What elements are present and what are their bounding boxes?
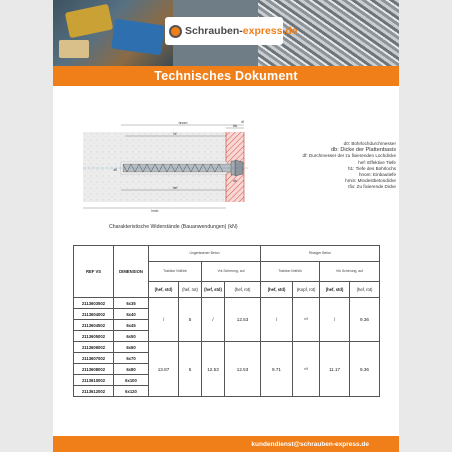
logo-accent: express.de (242, 25, 298, 37)
hef-header: (hef, std) (261, 282, 293, 298)
dim-cell: 6x120 (114, 386, 149, 397)
ref-cell: 2113604502 (74, 320, 114, 331)
value-cell: / (320, 298, 350, 342)
d0-label: d0 (113, 168, 117, 172)
tfix-label: tfix (232, 124, 238, 128)
value-cell: 13.87 (149, 342, 179, 397)
logo-main: Schrauben- (185, 25, 243, 37)
logo-icon (169, 25, 182, 38)
col-dim-header: DIMENSION (114, 246, 149, 298)
header-banner (53, 0, 399, 66)
dim-cell: 6x100 (114, 375, 149, 386)
value-cell: 12.53 (225, 298, 261, 342)
db-label: db (233, 179, 237, 183)
value-cell: 12.53 (225, 342, 261, 397)
dim-cell: 6x35 (114, 298, 149, 309)
df-label: df (241, 120, 244, 124)
logo (165, 17, 298, 45)
value-cell: 5 (179, 342, 202, 397)
dim-cell: 6x80 (114, 364, 149, 375)
hef-header: (hef, std) (202, 282, 225, 298)
dim-cell: 6x60 (114, 342, 149, 353)
legend-item: df: Durchmesser der zu fixierenden Lochdicke (302, 153, 396, 159)
group-uncracked: Ungerissener Beton (149, 246, 261, 262)
value-cell: / (149, 298, 179, 342)
value-cell: 9.71 (261, 342, 293, 397)
ref-cell: 2113612002 (74, 386, 114, 397)
ref-cell: 2113608002 (74, 364, 114, 375)
col-ref-header: REF VS (74, 246, 114, 298)
hf-label: hf (173, 132, 177, 136)
value-cell: n/f (293, 298, 320, 342)
title-bar (53, 66, 399, 86)
page-title: Technisches Dokument (154, 69, 298, 83)
tools-photo (53, 0, 173, 66)
hef-header: (hef, rot) (179, 282, 202, 298)
sub-shear-1: Vrk Scherung, auf (202, 262, 261, 282)
legend-item: hef: Effektive Tiefe (358, 159, 396, 165)
dim-cell: 6x70 (114, 353, 149, 364)
hef-header: (hef, rot) (225, 282, 261, 298)
footer-email-link[interactable]: kundendienst@schrauben-express.de (251, 440, 369, 448)
ref-cell: 2113603502 (74, 298, 114, 309)
hef-header: (hef, std) (320, 282, 350, 298)
value-cell: n/f (293, 342, 320, 397)
resistance-table (73, 245, 380, 397)
ref-cell: 2113610002 (74, 375, 114, 386)
dim-cell: 6x45 (114, 320, 149, 331)
legend-item: db: Dicke der Plattenbasis (331, 147, 396, 154)
legend (256, 141, 396, 191)
value-cell: 9.36 (350, 298, 380, 342)
value-cell: / (202, 298, 225, 342)
legend-item: h1: Tiefe des Bohrlochs (347, 165, 396, 171)
value-cell: / (261, 298, 293, 342)
table-title: Charakteristische Widerstände (Bauanwendungen) (kN) (109, 224, 238, 230)
value-cell: 5 (179, 298, 202, 342)
value-cell: 12.53 (202, 342, 225, 397)
ref-cell: 2113605002 (74, 331, 114, 342)
value-cell: 11.17 (320, 342, 350, 397)
anchor-diagram (83, 120, 248, 215)
sub-tension-2: Traktion NrkNrk (261, 262, 320, 282)
dim-cell: 6x50 (114, 331, 149, 342)
ref-cell: 2113606002 (74, 342, 114, 353)
group-cracked: Rissiger Beton (261, 246, 380, 262)
hmin-label: hmin (151, 209, 159, 213)
legend-item: d0: Bohrlochdurchmesser (343, 141, 396, 146)
footer-bar (53, 436, 399, 452)
dim-cell: 6x40 (114, 309, 149, 320)
document-page (53, 0, 399, 452)
ref-cell: 2113607002 (74, 353, 114, 364)
value-cell: 9.36 (350, 342, 380, 397)
hef-header: (hef, rot) (350, 282, 380, 298)
sub-tension-1: Traktion NrkNrk (149, 262, 202, 282)
legend-item: tfix: Zu fixierende Dicke (348, 184, 396, 190)
hef-label: hef (172, 186, 178, 190)
hnom-label: hnom (178, 121, 188, 125)
ref-cell: 2113604002 (74, 309, 114, 320)
legend-item: hnom: Einbautiefe (358, 172, 396, 178)
legend-item: hmin: Mindestbetondicke (345, 178, 396, 184)
hef-header: (hef, std) (149, 282, 179, 298)
sub-shear-2: Vrk Scherung, auf (320, 262, 380, 282)
hef-header: (Kopf, rot) (293, 282, 320, 298)
